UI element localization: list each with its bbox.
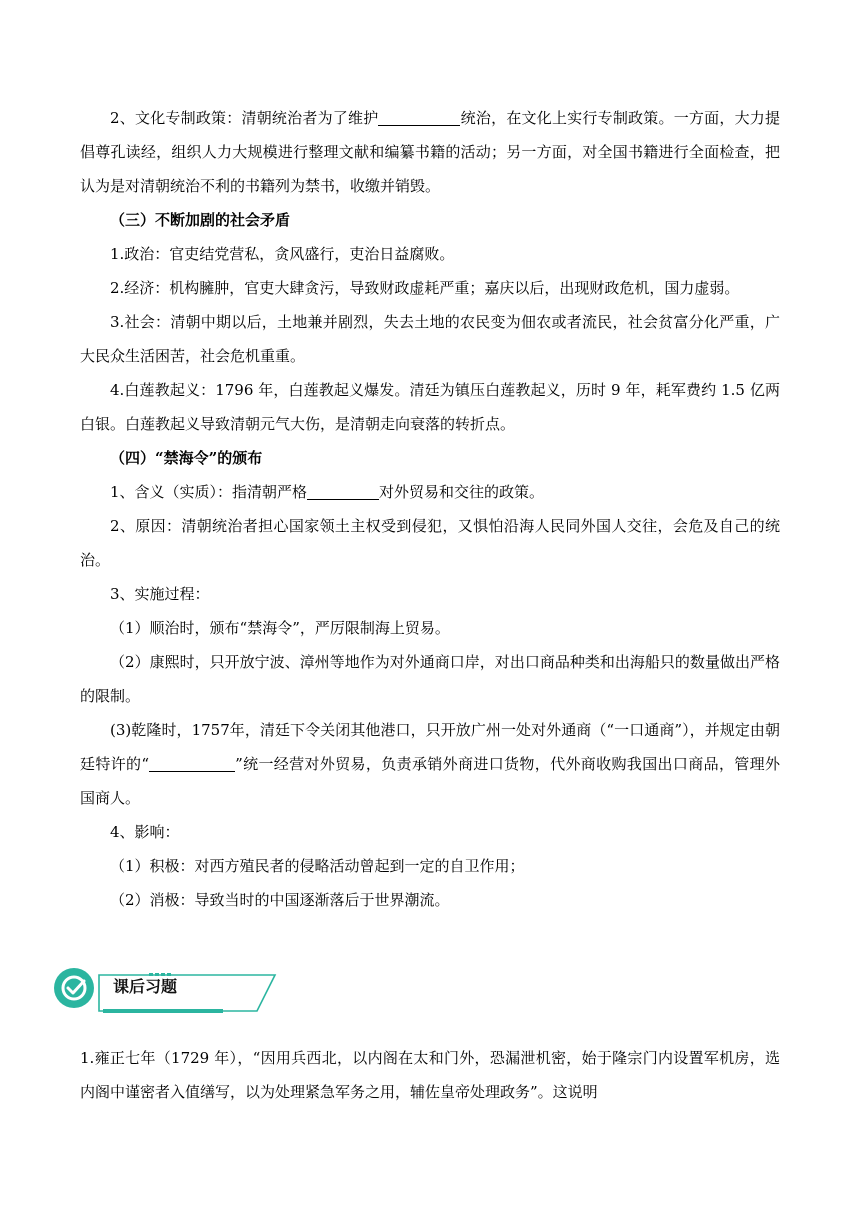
culture-policy-paragraph bbox=[80, 101, 780, 203]
answer-blank-2 bbox=[307, 483, 379, 500]
culture-policy-text-a: 2、文化专制政策：清朝统治者为了维护 bbox=[110, 109, 379, 127]
impact-item-1: （1）积极：对西方殖民者的侵略活动曾起到一定的自卫作用； bbox=[110, 857, 525, 875]
section3-heading: （三）不断加剧的社会矛盾 bbox=[110, 211, 291, 229]
check-circle-icon bbox=[53, 967, 95, 1009]
process-item-1: （1）顺治时，颁布“禁海令”，严厉限制海上贸易。 bbox=[110, 619, 450, 637]
section4-heading: （四）“禁海令”的颁布 bbox=[110, 449, 263, 467]
culture-policy-text-b: 统治，在文化上实行专制政策。一方面，大力提倡尊孔读经，组织人力大规模进行整理文献和编纂书籍的活动；另一方面，对全国书籍进行全面检查，把认为是对清朝统治不利的书籍列为禁书，收缴并销毁。 bbox=[80, 109, 780, 195]
exercise-list bbox=[80, 1041, 780, 1109]
economy-item: 2.经济：机构臃肿，官吏大肆贪污，导致财政虚耗严重；嘉庆以后，出现财政危机，国力虚弱。 bbox=[110, 279, 740, 297]
answer-blank-1 bbox=[378, 109, 460, 126]
banner-label: 课后习题 bbox=[113, 977, 178, 996]
meaning-text-b: 对外贸易和交往的政策。 bbox=[379, 483, 545, 501]
politics-item: 1.政治：官吏结党营私，贪风盛行，吏治日益腐败。 bbox=[110, 245, 455, 263]
impact-title: 4、影响： bbox=[110, 823, 180, 841]
process-item-3 bbox=[80, 713, 780, 815]
process-item-2: （2）康熙时，只开放宁波、漳州等地作为对外通商口岸，对出口商品种类和出海船只的数量做出严格的限制。 bbox=[80, 653, 780, 705]
meaning-text-a: 1、含义（实质）：指清朝严格 bbox=[110, 483, 308, 501]
meaning-item bbox=[80, 475, 780, 509]
exercise-question-1: 1.雍正七年（1729 年），“因用兵西北，以内阁在太和门外，恐漏泄机密，始于隆宗门内设置军机房，选内阁中谨密者入值缮写，以为处理紧急军务之用，辅佐皇帝处理政务”。这说明 bbox=[80, 1049, 780, 1101]
process-title: 3、实施过程： bbox=[110, 585, 210, 603]
white-lotus-item: 4.白莲教起义：1796 年，白莲教起义爆发。清廷为镇压白莲教起义，历时 9 年，耗军费约 1.5 亿两白银。白莲教起义导致清朝元气大伤，是清朝走向衰落的转折点。 bbox=[80, 381, 780, 433]
society-item: 3.社会：清朝中期以后，土地兼并剧烈，失去土地的农民变为佃农或者流民，社会贫富分化严重，广大民众生活困苦，社会危机重重。 bbox=[80, 313, 780, 365]
impact-item-2: （2）消极：导致当时的中国逐渐落后于世界潮流。 bbox=[110, 891, 450, 909]
exercise-section-banner bbox=[51, 965, 251, 1025]
reason-item: 2、原因：清朝统治者担心国家领土主权受到侵犯，又惧怕沿海人民同外国人交往，会危及自己的统治。 bbox=[80, 517, 780, 569]
answer-blank-3 bbox=[149, 755, 235, 772]
process3-text-a: (3)乾隆时，1757年，清廷下令关闭其他港口，只开放广州一处对外通商（“一口通商”），并规定由朝廷特许的“ bbox=[80, 721, 780, 773]
study-notes bbox=[80, 101, 780, 917]
process3-text-b: ”统一经营对外贸易，负责承销外商进口货物，代外商收购我国出口商品，管理外国商人。 bbox=[80, 755, 780, 807]
